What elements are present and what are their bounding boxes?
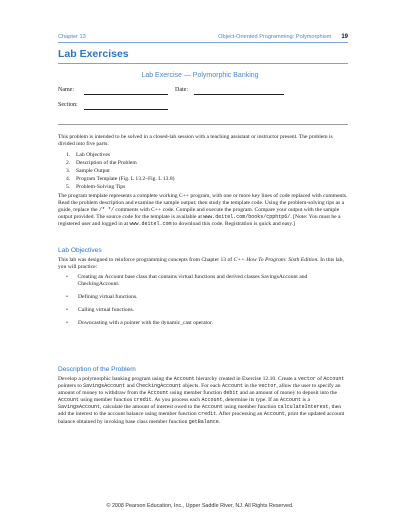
list-item: • Defining virtual functions. [66,294,138,300]
text-run: in the [242,383,259,390]
date-label: Date: [175,87,188,93]
bullet-icon: • [66,274,68,280]
page-number: 19 [341,34,348,40]
text-run: . [218,418,221,425]
code-token: Account [173,376,195,382]
section-label: Section: [58,102,78,108]
code-token: Account [58,397,80,404]
parts-list [66,151,175,191]
code-token: getBalance [188,418,219,425]
running-header [58,26,348,43]
list-item: 4. Program Template (Fig. L 13.2–Fig. L 13.8) [66,176,175,182]
text-run: using member function [168,390,224,397]
title-rule [58,63,348,64]
section-line[interactable] [84,109,168,110]
code-token: Account [263,411,285,418]
code-token: credit [133,397,152,404]
bullet-icon: • [66,320,68,326]
text-run: Develop a polymorphic banking program using the [58,376,174,382]
text-run: , determine its type. If an [222,397,280,404]
lab-objectives-heading: Lab Objectives [58,247,102,254]
code-token: calculateInterest [277,404,329,411]
list-item: • Calling virtual functions. [66,307,135,313]
text-run: and [125,383,137,390]
text-run: using member function [222,404,278,411]
description-paragraph [58,376,348,426]
chapter-topic: Object-Oriented Programming: Polymorphism [218,34,332,40]
code-token: Account [323,376,345,382]
code-token: SavingsAccount [58,404,101,411]
text-run: and an amount of money to deposit into the [238,390,338,397]
code-token: Account [201,397,223,404]
text-run: , calculate the amount of interest owed to the [100,404,202,411]
chapter-label: Chapter 13 [58,34,86,40]
description-heading: Description of the Problem [58,366,136,373]
text-run: , allow the user to specify an amount of money to withdraw from the [58,383,341,397]
template-paragraph: The program template represents a complete working C++ program, with one or more key lines of code replaced with comments. Read the problem description and examine the sample output; then study the template code. Using the problem-solving tips as a guide, replace the /* */ comments with C++ code. Compile and execute the program. Compare your output with the sample output provided. The source code for the template is available at www.deitel.com/books/cpphtp6/. [Note: You must be a registered user and logged in at www.deitel.com to download this code. Registration is quick and easy.] [58,193,348,228]
bullet-icon: • [66,294,68,300]
text-run: , then add the interest to the account balance using member function [58,404,342,418]
list-item: 3. Sample Output [66,168,110,174]
code-token: Account [147,390,169,397]
text-run: is a [300,397,310,404]
bullet-icon: • [66,307,68,313]
code-token: Account [201,404,223,411]
date-line[interactable] [194,94,284,95]
list-item: • Downcasting with a pointer with the dynamic_cast operator. [66,320,213,326]
code-token: Account [279,397,301,404]
intro-paragraph: This problem is intended to be solved in a closed-lab session with a teaching assistant or instructor present. The problem is divided into five parts: [58,134,333,148]
code-token: credit [198,411,217,418]
text-run: , print the updated account balance obtained by invoking base class member function [58,411,345,425]
code-token: CheckingAccount [136,383,182,390]
code-token: vector [258,383,277,390]
deitel-link[interactable]: www.deitel.com [129,221,172,228]
name-line[interactable] [84,94,168,95]
code-token: debit [223,390,239,397]
text-run: of [315,376,324,382]
code-token: vector [297,376,316,382]
text-run: objects. For each [181,383,222,390]
code-token: SavingsAccount [83,383,126,390]
exercise-title: Lab Exercise — Polymorphic Banking [141,72,259,79]
text-run: . After processing an [216,411,264,418]
list-item: 5. Problem-Solving Tips [66,184,126,190]
objectives-list [66,274,340,333]
text-run: . As you process each [151,397,202,404]
code-token: Account [221,383,243,390]
name-label: Name: [58,87,74,93]
list-item: 2. Description of the Problem [66,160,137,166]
list-item: 1. Lab Objectives [66,152,111,158]
source-link[interactable]: www.deitel.com/books/cpphtp6/ [203,214,291,221]
list-item: • Creating an Account base class that contains virtual functions and derived classes SavingsAccount and CheckingAccount. [66,274,308,287]
text-run: using member function [79,397,134,404]
text-run: hierarchy created in Exercise 12.10. Create a [194,376,298,382]
copyright-footer: © 2008 Pearson Education, Inc., Upper Saddle River, NJ. All Rights Reserved. [106,503,294,509]
objectives-intro: This lab was designed to reinforce programming concepts from Chapter 13 of C++ How To Program: Sixth Edition. In this lab, you will practice: [58,257,344,271]
lab-exercises-title: Lab Exercises [58,48,129,60]
text-run: pointers to [58,383,84,390]
section-divider [58,124,348,125]
